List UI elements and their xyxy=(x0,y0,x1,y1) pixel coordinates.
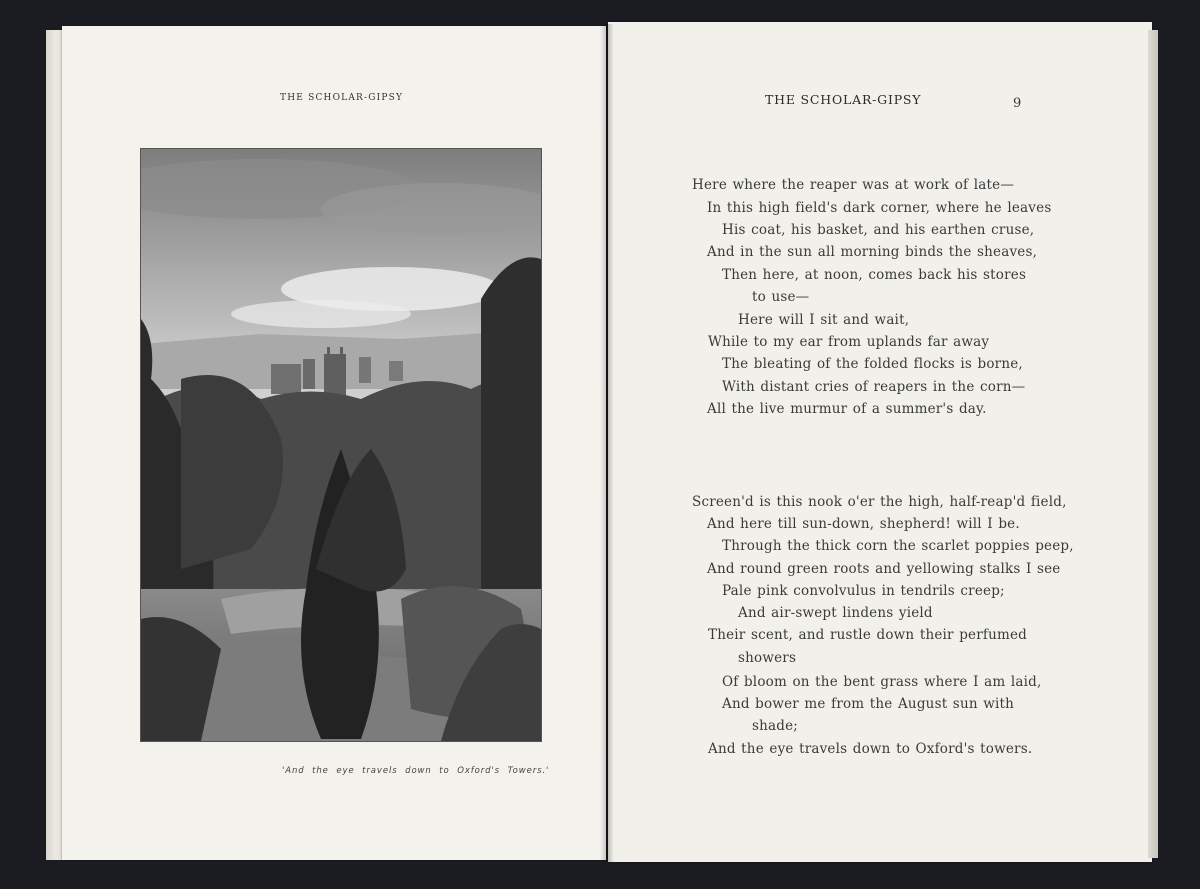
poem-line: Pale pink convolvulus in tendrils creep; xyxy=(722,583,1005,599)
poem-line: Here where the reaper was at work of late— xyxy=(692,177,1015,193)
right-page xyxy=(608,22,1152,862)
poem-line: shade; xyxy=(752,718,799,734)
right-page-edges xyxy=(1148,30,1158,858)
photo-caption: 'And the eye travels down to Oxford's Towers.' xyxy=(282,766,550,776)
poem-line: And air-swept lindens yield xyxy=(738,605,933,621)
poem-line: Then here, at noon, comes back his stores xyxy=(722,267,1027,283)
poem-line: The bleating of the folded flocks is borne, xyxy=(722,356,1023,372)
poem-line: Here will I sit and wait, xyxy=(738,312,910,328)
poem-line: And bower me from the August sun with xyxy=(722,696,1015,712)
poem-line: Their scent, and rustle down their perfumed xyxy=(708,627,1027,643)
poem-line: showers xyxy=(738,650,797,666)
poem-line: With distant cries of reapers in the corn— xyxy=(722,379,1026,395)
poem-line: And in the sun all morning binds the sheaves, xyxy=(707,244,1038,260)
left-running-head: THE SCHOLAR-GIPSY xyxy=(280,93,404,103)
poem-line: Screen'd is this nook o'er the high, half-reap'd field, xyxy=(692,494,1067,510)
poem-line: While to my ear from uplands far away xyxy=(708,334,990,350)
book-gutter xyxy=(600,24,614,862)
photo-plate xyxy=(140,148,542,742)
right-running-head: THE SCHOLAR-GIPSY xyxy=(765,92,922,107)
poem-line: And the eye travels down to Oxford's towers. xyxy=(708,741,1033,757)
poem-line: Of bloom on the bent grass where I am laid, xyxy=(722,674,1042,690)
poem-line: And here till sun-down, shepherd! will I be. xyxy=(707,516,1020,532)
page-number: 9 xyxy=(1013,96,1022,111)
poem-line: In this high field's dark corner, where he leaves xyxy=(707,200,1052,216)
poem-line: All the live murmur of a summer's day. xyxy=(707,401,987,417)
poem-line: Through the thick corn the scarlet poppies peep, xyxy=(722,538,1074,554)
poem-line: And round green roots and yellowing stalks I see xyxy=(707,561,1061,577)
poem-line: to use— xyxy=(752,289,810,305)
poem-line: His coat, his basket, and his earthen cruse, xyxy=(722,222,1035,238)
oxford-landscape-photo xyxy=(141,149,541,741)
